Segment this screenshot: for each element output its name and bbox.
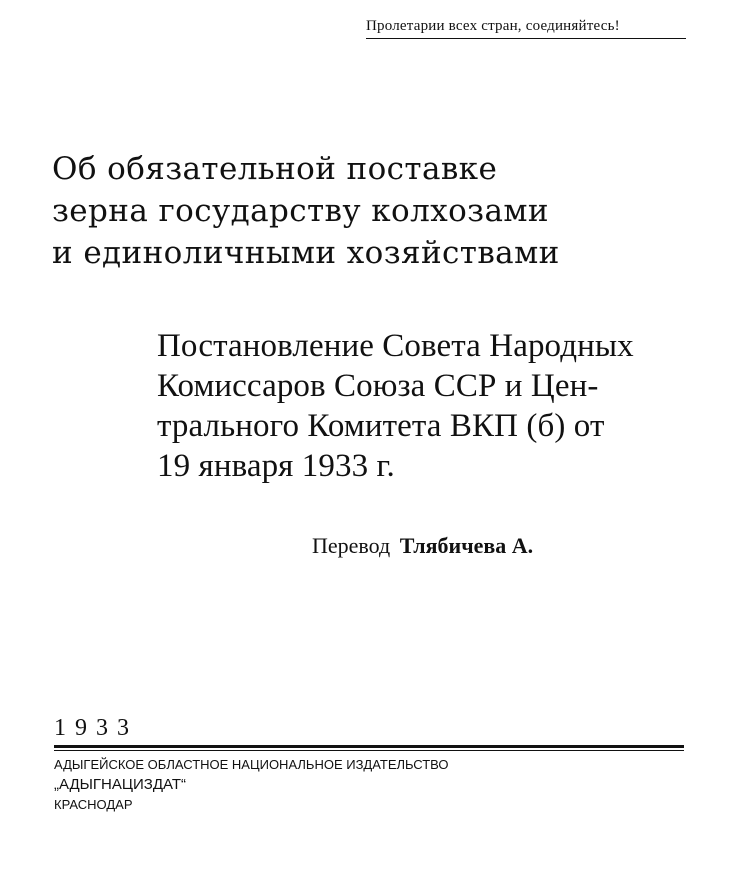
publication-year: 1933 — [54, 715, 138, 741]
title-line-1: Об обязательной поставке — [52, 151, 498, 187]
decree-subtitle — [157, 326, 692, 486]
translator-prefix: Перевод — [312, 533, 391, 558]
decree-line-3: трального Комитета ВКП (б) от — [157, 408, 605, 444]
publisher-city: КРАСНОДАР — [54, 797, 133, 812]
decree-line-1: Постановление Совета Народных — [157, 328, 634, 364]
publisher-brand: „АДЫГНАЦИЗДАТ“ — [54, 776, 186, 793]
document-title — [52, 148, 672, 274]
publisher-name: АДЫГЕЙСКОЕ ОБЛАСТНОЕ НАЦИОНАЛЬНОЕ ИЗДАТЕЛЬСТВО — [54, 757, 449, 772]
decree-line-4: 19 января 1933 г. — [157, 448, 395, 484]
footer-divider-thin — [54, 750, 684, 751]
title-line-3: и единоличными хозяйствами — [52, 235, 560, 271]
decree-line-2: Комиссаров Союза ССР и Цен- — [157, 368, 599, 404]
publisher-imprint — [54, 755, 449, 815]
translator-name: Тлябичева А. — [399, 533, 534, 558]
footer-divider-thick — [54, 745, 684, 748]
translator-credit — [312, 533, 533, 559]
title-line-2: зерна государству колхозами — [52, 193, 549, 229]
header-motto: Пролетарии всех стран, соединяйтесь! — [366, 18, 686, 39]
